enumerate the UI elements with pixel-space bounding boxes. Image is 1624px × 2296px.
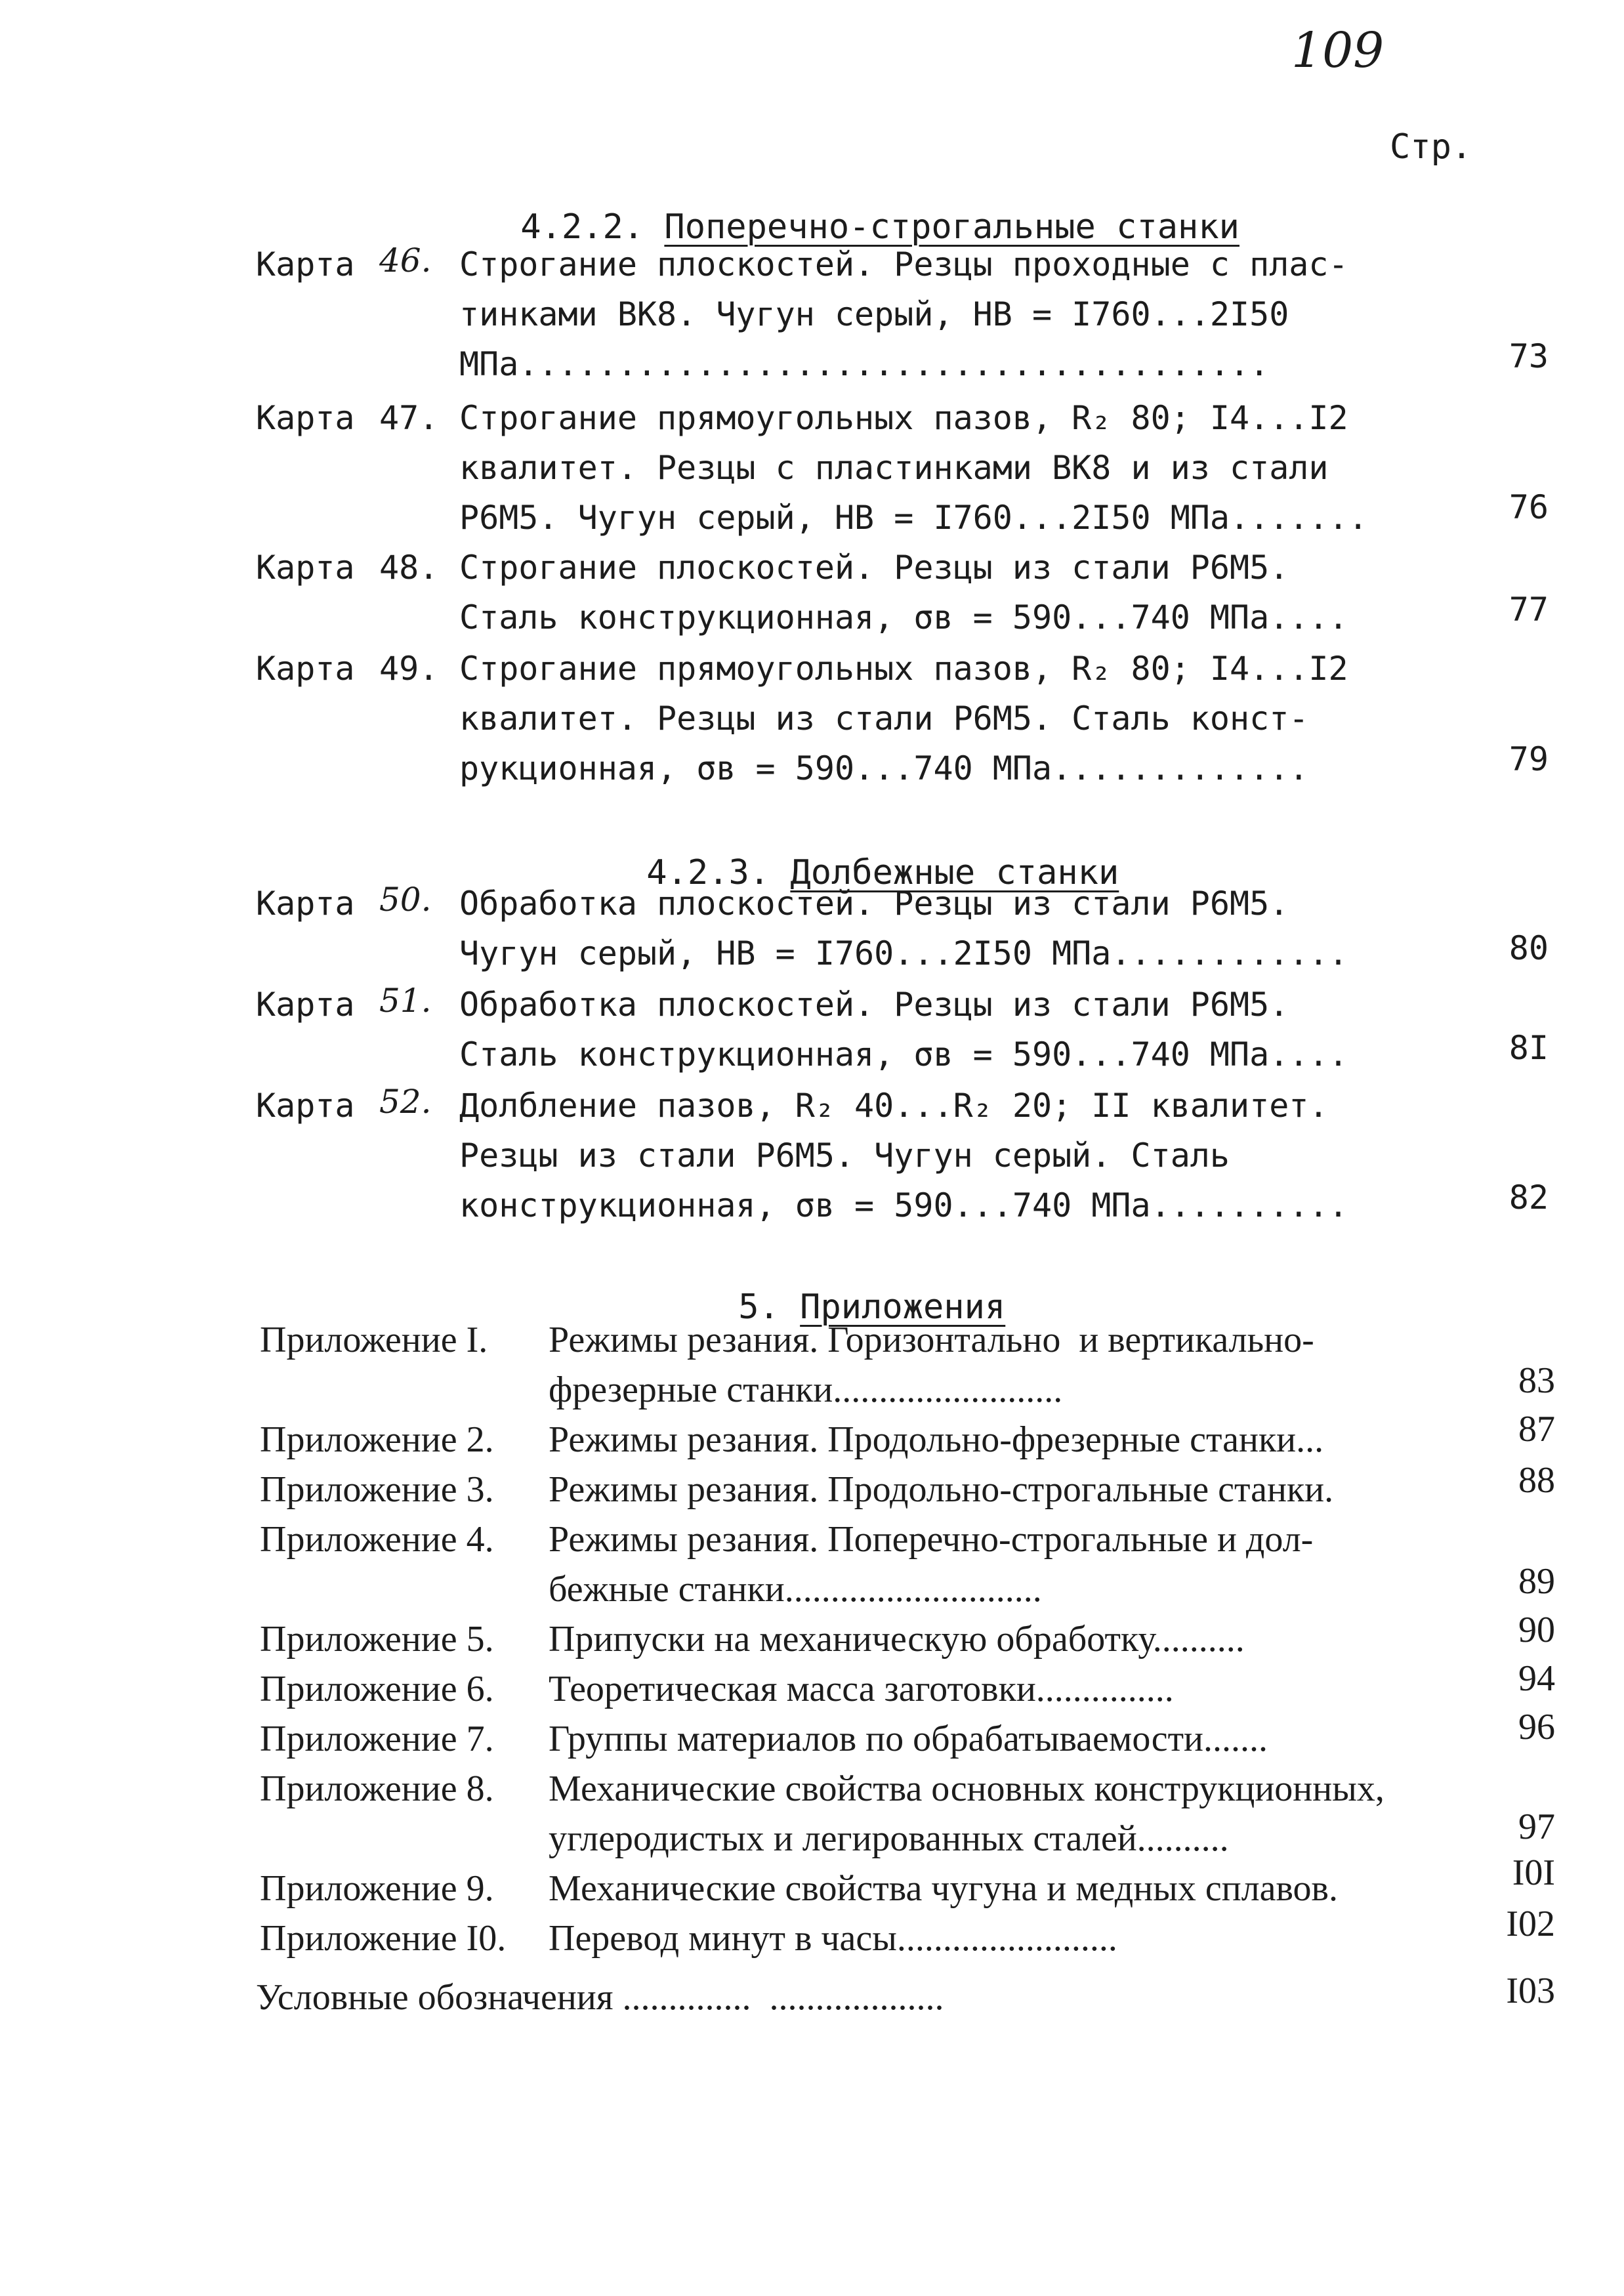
toc-entry-label: Карта <box>256 245 355 283</box>
toc-entry-line: тинками ВК8. Чугун серый, НВ = I760...2I50 <box>459 295 1289 333</box>
appendix-line: Группы материалов по обрабатываемости....... <box>549 1719 1268 1759</box>
section-heading-title: Долбежные станки <box>790 853 1119 892</box>
toc-entry-line: Резцы из стали Р6М5. Чугун серый. Сталь <box>459 1137 1230 1175</box>
appendix-label: Приложение 2. <box>260 1419 494 1460</box>
toc-entry-page: 73 <box>1509 337 1549 375</box>
toc-entry-label: Карта <box>256 650 355 688</box>
appendix-label: Приложение 4. <box>260 1519 494 1560</box>
toc-entry-line: Строгание прямоугольных пазов, R₂ 80; I4...I2 <box>459 399 1348 437</box>
toc-entry-page: 79 <box>1509 740 1549 778</box>
toc-entry-line: квалитет. Резцы с пластинками ВК8 и из стали <box>459 449 1329 487</box>
toc-entry-line: Р6М5. Чугун серый, НВ = I760...2I50 МПа....... <box>459 499 1368 537</box>
appendix-page: 90 <box>1518 1610 1555 1650</box>
appendix-line: Режимы резания. Горизонтально и вертикально- <box>549 1320 1314 1360</box>
appendix-page: I02 <box>1506 1904 1555 1944</box>
toc-entry-number: 46. <box>379 241 432 280</box>
toc-entry-line: Обработка плоскостей. Резцы из стали Р6М5. <box>459 885 1289 923</box>
appendix-line: Теоретическая масса заготовки............... <box>549 1669 1174 1709</box>
toc-entry-label: Карта <box>256 1087 355 1125</box>
toc-entry-line: Строгание плоскостей. Резцы из стали Р6М5. <box>459 549 1289 587</box>
appendix-page: 96 <box>1518 1707 1555 1747</box>
toc-entry-line: Долбление пазов, R₂ 40...R₂ 20; II квалитет. <box>459 1087 1329 1125</box>
appendix-label: Приложение 8. <box>260 1768 494 1809</box>
appendix-line: Механические свойства основных конструкционных, <box>549 1768 1385 1809</box>
appendix-line: Режимы резания. Продольно-фрезерные станки... <box>549 1419 1324 1460</box>
toc-entry-number: 51. <box>379 982 432 1020</box>
toc-entry-line: Чугун серый, НВ = I760...2I50 МПа............ <box>459 934 1348 972</box>
toc-entry-label: Карта <box>256 399 355 437</box>
toc-entry-page: 76 <box>1509 488 1549 526</box>
toc-entry-line: квалитет. Резцы из стали Р6М5. Сталь конст- <box>459 699 1309 738</box>
toc-entry-label: Карта <box>256 549 355 587</box>
appendix-page: 89 <box>1518 1561 1555 1602</box>
section-heading-number: 4.2.2. <box>520 207 665 247</box>
toc-entry-line: Сталь конструкционная, σв = 590...740 МПа.... <box>459 598 1348 637</box>
appendix-label: Приложение 7. <box>260 1719 494 1759</box>
appendix-page: I0I <box>1512 1852 1555 1893</box>
appendix-page: 94 <box>1518 1658 1555 1699</box>
appendix-page: 87 <box>1518 1409 1555 1450</box>
appendix-line: Припуски на механическую обработку.......... <box>549 1619 1245 1659</box>
toc-entry-number: 48. <box>379 549 439 587</box>
toc-entry-line: МПа...................................... <box>459 345 1270 383</box>
toc-entry-number: 49. <box>379 650 439 688</box>
appendix-line: фрезерные станки......................... <box>549 1369 1063 1410</box>
section-heading-title: Приложения <box>800 1287 1006 1327</box>
appendix-line: Перевод минут в часы........................ <box>549 1918 1117 1959</box>
appendix-line: бежные станки............................ <box>549 1569 1042 1610</box>
toc-entry-line: конструкционная, σв = 590...740 МПа.......... <box>459 1186 1348 1224</box>
toc-entry-line: Строгание прямоугольных пазов, R₂ 80; I4...I2 <box>459 650 1348 688</box>
toc-entry-page: 82 <box>1509 1179 1549 1217</box>
symbols-entry-page: I03 <box>1506 1971 1555 2011</box>
appendix-line: Режимы резания. Продольно-строгальные станки. <box>549 1469 1334 1510</box>
appendix-line: Механические свойства чугуна и медных сплавов. <box>549 1868 1338 1909</box>
appendix-line: углеродистых и легированных сталей.......... <box>549 1818 1229 1859</box>
section-heading-number: 4.2.3. <box>646 853 791 892</box>
appendix-page: 83 <box>1518 1360 1555 1401</box>
toc-entry-label: Карта <box>256 986 355 1024</box>
toc-entry-number: 50. <box>379 881 432 919</box>
page-column-label: Стр. <box>1390 127 1472 167</box>
toc-entry-label: Карта <box>256 885 355 923</box>
toc-entry-line: Строгание плоскостей. Резцы проходные с плас- <box>459 245 1348 283</box>
appendix-label: Приложение I. <box>260 1320 488 1360</box>
appendix-label: Приложение 5. <box>260 1619 494 1659</box>
toc-entry-number: 47. <box>379 399 439 437</box>
appendix-line: Режимы резания. Поперечно-строгальные и дол- <box>549 1519 1314 1560</box>
appendix-label: Приложение I0. <box>260 1918 507 1959</box>
appendix-page: 97 <box>1518 1806 1555 1847</box>
page-number: 109 <box>1291 22 1385 79</box>
toc-entry-page: 80 <box>1509 929 1549 967</box>
section-heading-title: Поперечно-строгальные станки <box>664 207 1239 247</box>
toc-entry-page: 8I <box>1509 1029 1549 1067</box>
appendix-page: 88 <box>1518 1460 1555 1501</box>
symbols-entry-label: Условные обозначения .............. ................... <box>256 1977 944 2018</box>
toc-entry-page: 77 <box>1509 591 1549 629</box>
appendix-label: Приложение 3. <box>260 1469 494 1510</box>
appendix-label: Приложение 6. <box>260 1669 494 1709</box>
toc-entry-line: Обработка плоскостей. Резцы из стали Р6М5. <box>459 986 1289 1024</box>
toc-entry-line: Сталь конструкционная, σв = 590...740 МПа.... <box>459 1035 1348 1074</box>
section-heading-text <box>520 207 1239 247</box>
section-heading-number: 5. <box>738 1287 801 1327</box>
appendix-label: Приложение 9. <box>260 1868 494 1909</box>
toc-entry-number: 52. <box>379 1083 432 1121</box>
toc-entry-line: рукционная, σв = 590...740 МПа............. <box>459 749 1309 787</box>
